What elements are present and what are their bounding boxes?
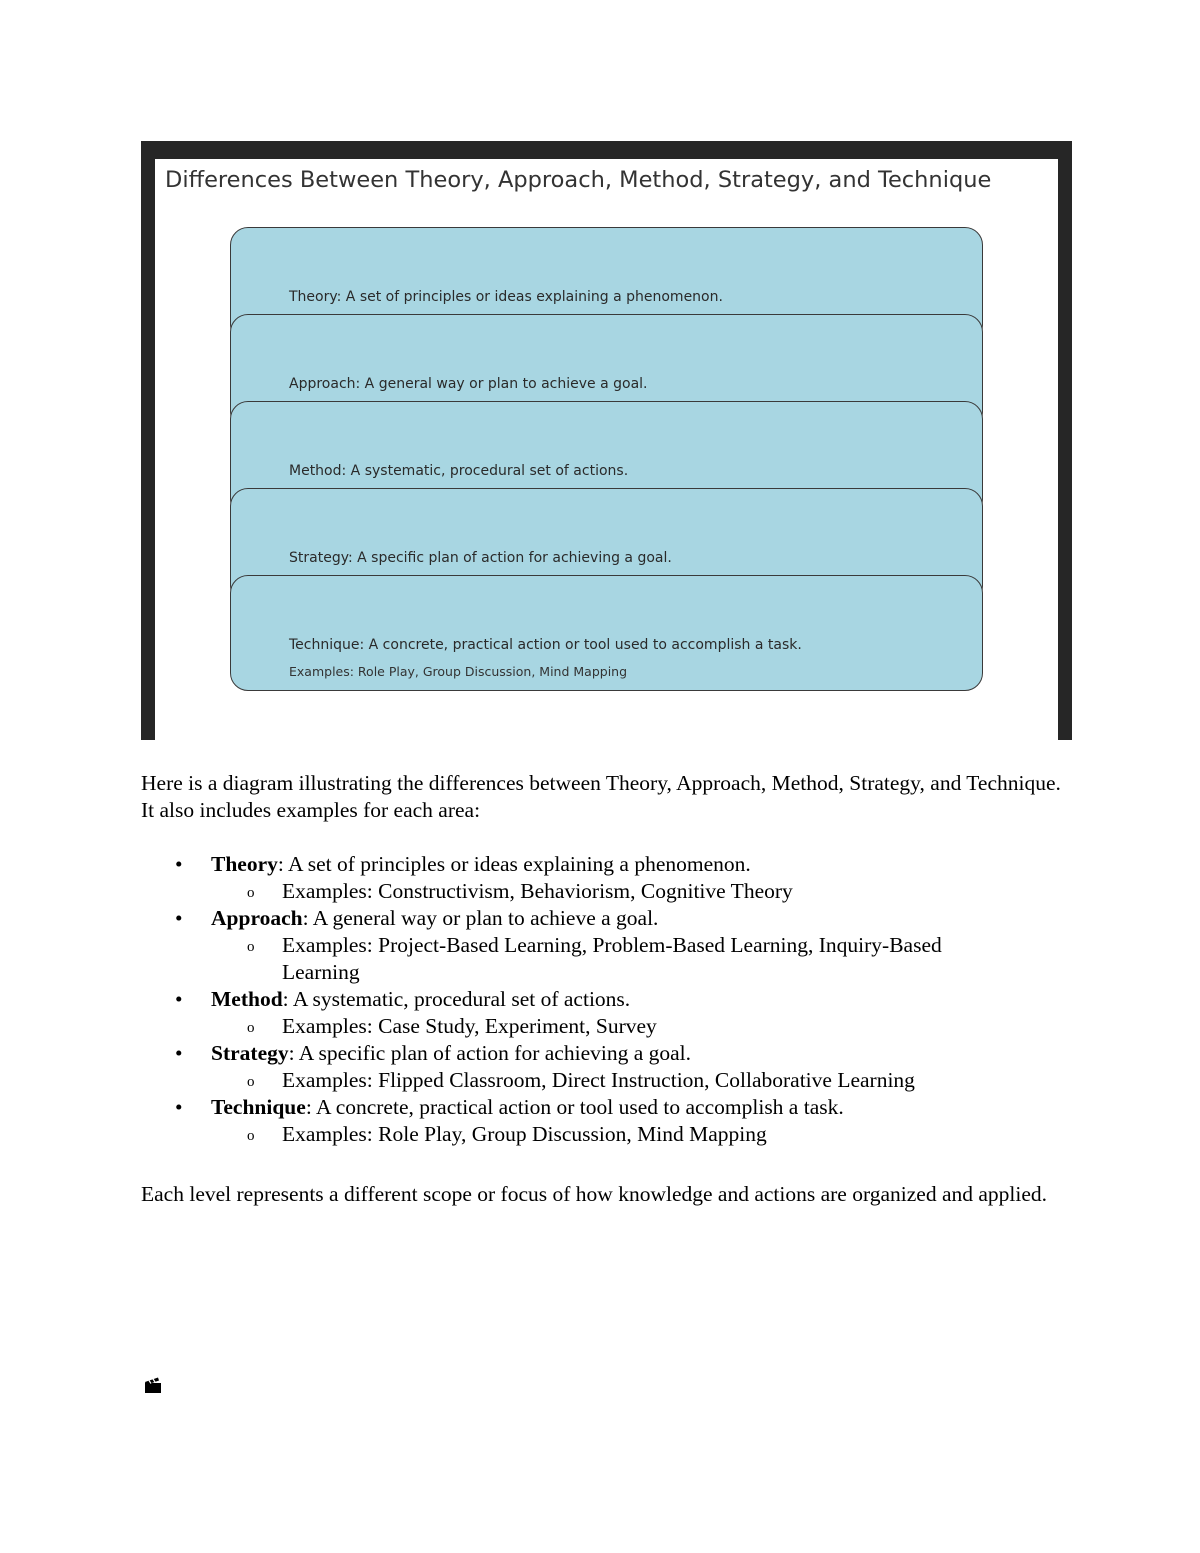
sub-list-item xyxy=(141,932,1022,986)
circle-bullet-icon: o xyxy=(247,939,255,955)
intro-paragraph: Here is a diagram illustrating the differences between Theory, Approach, Method, Strategy, and Technique. It also includes examples for each area: xyxy=(141,771,1061,822)
list-item-method xyxy=(141,986,1071,1013)
examples-text: Examples: Constructivism, Behaviorism, Cognitive Theory xyxy=(282,879,793,903)
examples-text: Examples: Case Study, Experiment, Survey xyxy=(282,1014,657,1038)
examples-text: Examples: Project-Based Learning, Problem-Based Learning, Inquiry-Based Learning xyxy=(282,933,942,984)
list-item-technique xyxy=(141,1094,1071,1121)
term: Method xyxy=(211,987,283,1011)
diagram-figure xyxy=(141,141,1072,740)
list-item-approach xyxy=(141,905,1071,932)
clapperboard-icon xyxy=(143,1374,163,1394)
sub-list-item xyxy=(141,1121,1022,1148)
examples-text: Examples: Role Play, Group Discussion, Mind Mapping xyxy=(282,1122,767,1146)
closing-paragraph: Each level represents a different scope or focus of how knowledge and actions are organized and applied. xyxy=(141,1182,1048,1206)
circle-bullet-icon: o xyxy=(247,885,255,901)
definition: : A set of principles or ideas explaining a phenomenon. xyxy=(277,852,751,876)
term: Technique xyxy=(211,1095,306,1119)
definition: : A systematic, procedural set of actions. xyxy=(282,987,631,1011)
diagram-box-text: Strategy: A specific plan of action for achieving a goal. xyxy=(289,550,672,566)
sub-list-item xyxy=(141,1013,1022,1040)
bullet-icon: • xyxy=(175,906,183,930)
diagram-box-text: Approach: A general way or plan to achieve a goal. xyxy=(289,376,648,392)
circle-bullet-icon: o xyxy=(247,1074,255,1090)
definition: : A general way or plan to achieve a goal. xyxy=(302,906,659,930)
sub-list-item xyxy=(141,878,1022,905)
list-item-strategy xyxy=(141,1040,1071,1067)
term: Strategy xyxy=(211,1041,289,1065)
diagram-box-text: Method: A systematic, procedural set of actions. xyxy=(289,463,629,479)
definition-list xyxy=(141,851,1071,1148)
bullet-icon: • xyxy=(175,852,183,876)
examples-text: Examples: Flipped Classroom, Direct Instruction, Collaborative Learning xyxy=(282,1068,915,1092)
bullet-icon: • xyxy=(175,987,183,1011)
diagram-box-technique xyxy=(230,575,983,691)
bullet-icon: • xyxy=(175,1095,183,1119)
term: Theory xyxy=(211,852,278,876)
definition: : A concrete, practical action or tool used to accomplish a task. xyxy=(305,1095,844,1119)
circle-bullet-icon: o xyxy=(247,1128,255,1144)
list-item-theory xyxy=(141,851,1071,878)
sub-list-item xyxy=(141,1067,1022,1094)
bullet-icon: • xyxy=(175,1041,183,1065)
circle-bullet-icon: o xyxy=(247,1020,255,1036)
term: Approach xyxy=(211,906,303,930)
diagram-title: Differences Between Theory, Approach, Method, Strategy, and Technique xyxy=(165,167,992,193)
diagram-box-examples: Examples: Role Play, Group Discussion, Mind Mapping xyxy=(289,664,628,679)
definition: : A specific plan of action for achieving a goal. xyxy=(288,1041,692,1065)
diagram-canvas xyxy=(155,159,1058,740)
diagram-box-text: Technique: A concrete, practical action or tool used to accomplish a task. xyxy=(289,637,802,653)
diagram-box-text: Theory: A set of principles or ideas explaining a phenomenon. xyxy=(289,289,723,305)
